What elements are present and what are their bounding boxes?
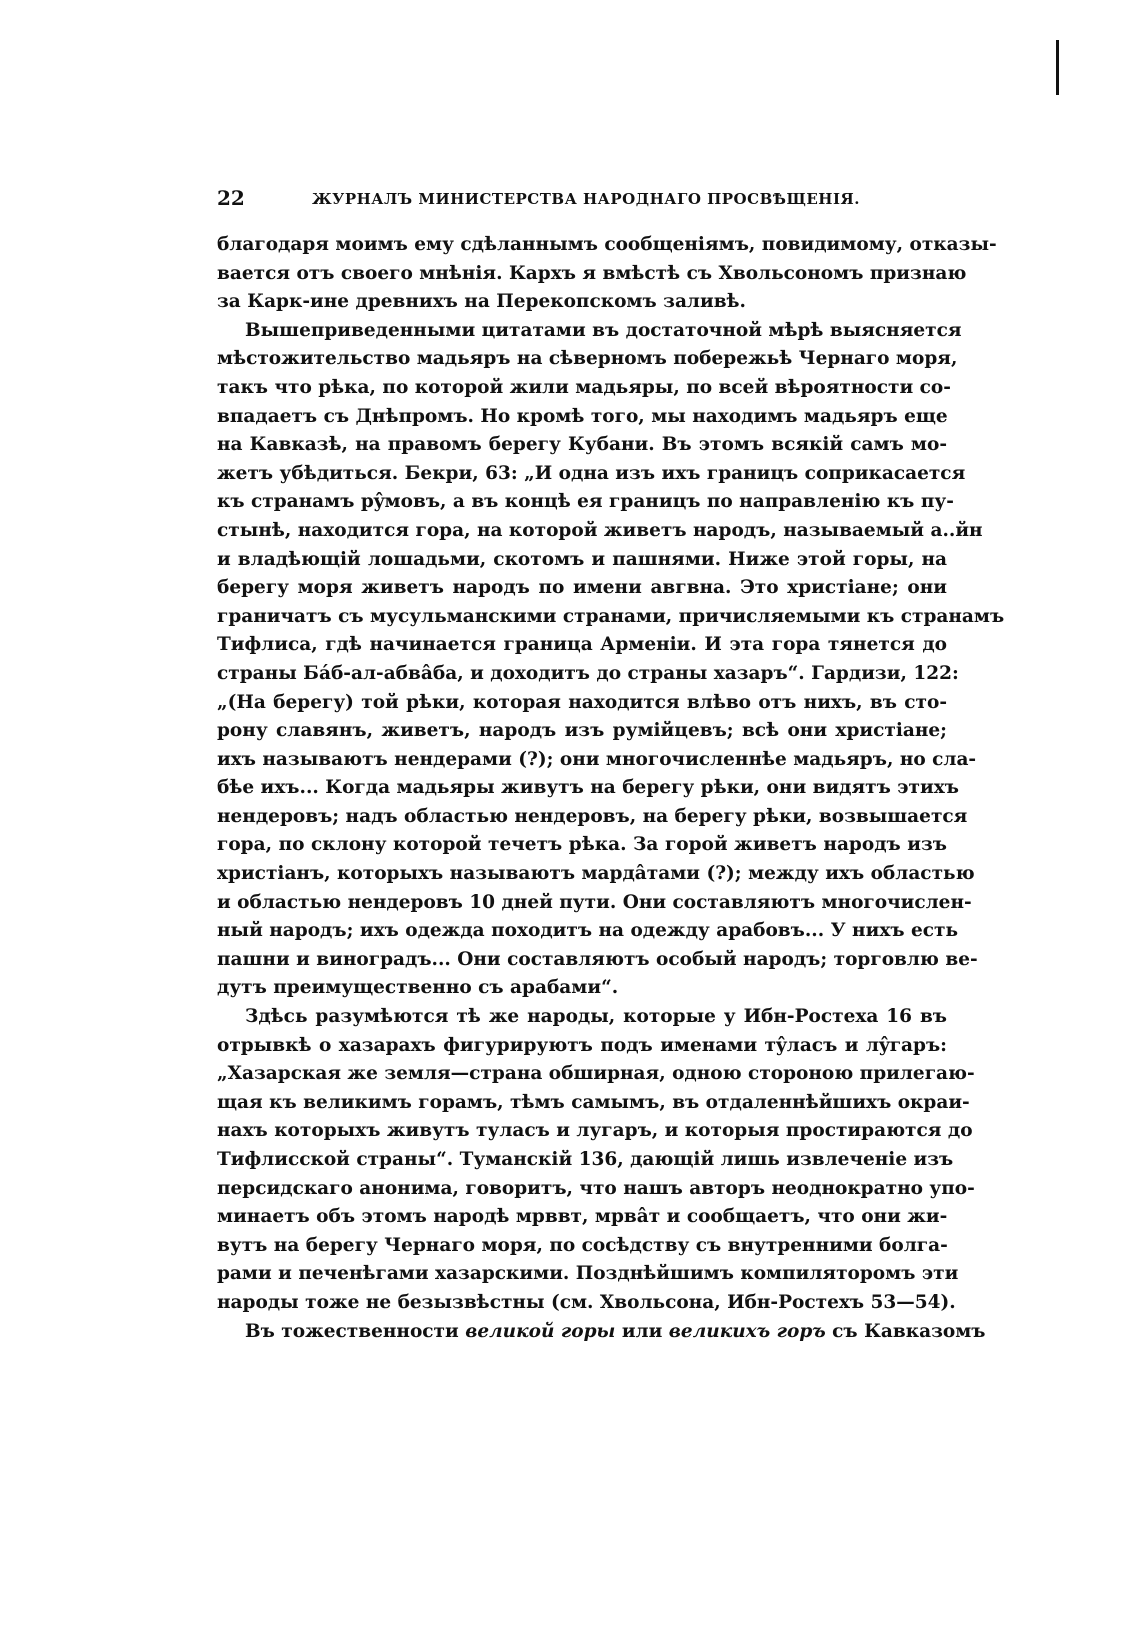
text-line: къ странамъ рŷмовъ, а въ концѣ ея границъ по направленію къ пу- <box>217 491 954 513</box>
page-number: 22 <box>217 186 245 210</box>
text-line: Вышеприведенными цитатами въ достаточной мѣрѣ выясняется <box>245 319 962 341</box>
text-line: Здѣсь разумѣются тѣ же народы, которые у Ибн-Ростеха 16 въ <box>245 1006 947 1028</box>
text-line: граничатъ съ мусульманскими странами, причисляемыми къ странамъ <box>217 605 1005 627</box>
running-title: ЖУРНАЛЪ МИНИСТЕРСТВА НАРОДНАГО ПРОСВѢЩЕНІЯ. <box>312 190 860 208</box>
text-line: минаетъ объ этомъ народѣ мрввт, мрвâт и сообщаетъ, что они жи- <box>217 1206 948 1228</box>
text-line: „Хазарская же земля—страна обширная, одною стороною прилегаю- <box>217 1063 975 1085</box>
text-line: персидскаго анонима, говоритъ, что нашъ авторъ неоднократно упо- <box>217 1177 975 1199</box>
text-line: такъ что рѣка, по которой жили мадьяры, по всей вѣроятности со- <box>217 376 951 398</box>
text-line: вутъ на берегу Чернаго моря, по сосѣдству съ внутренними болга- <box>217 1234 948 1256</box>
text-run: Въ тожественности <box>245 1320 459 1342</box>
text-line: гора, по склону которой течетъ рѣка. За горой живетъ народъ изъ <box>217 834 947 856</box>
text-line: стынѣ, находится гора, на которой живетъ народъ, называемый а..йн <box>217 519 983 541</box>
text-line: вается отъ своего мнѣнія. Кархъ я вмѣстѣ съ Хвольсономъ признаю <box>217 262 967 284</box>
text-line: рами и печенѣгами хазарскими. Позднѣйшимъ компиляторомъ эти <box>217 1263 959 1285</box>
text-line: христіанъ, которыхъ называютъ мардâтами (?); между ихъ областью <box>217 863 975 885</box>
margin-rule <box>1056 40 1059 95</box>
text-line: на Кавказѣ, на правомъ берегу Кубани. Въ этомъ всякій самъ мо- <box>217 434 947 456</box>
text-line: пашни и виноградъ... Они составляютъ особый народъ; торговлю ве- <box>217 948 978 970</box>
text-line: народы тоже не безызвѣстны (см. Хвольсона, Ибн-Ростехъ 53—54). <box>217 1291 956 1313</box>
text-line: „(На берегу) той рѣки, которая находится влѣво отъ нихъ, въ сто- <box>217 691 947 713</box>
text-line: страны Бáб-ал-абвâба, и доходитъ до страны хазаръ“. Гардизи, 122: <box>217 662 959 684</box>
text-line: бѣе ихъ... Когда мадьяры живутъ на берегу рѣки, они видятъ этихъ <box>217 777 959 799</box>
text-line: берегу моря живетъ народъ по имени авгвна. Это христіане; они <box>217 577 947 599</box>
text-line: Тифлисской страны“. Туманскій 136, дающій лишь извлеченіе изъ <box>217 1149 954 1170</box>
text-line <box>217 1318 986 1347</box>
italic-phrase: великой горы <box>465 1320 616 1342</box>
text-line: Тифлиса, гдѣ начинается граница Арменіи. И эта гора тянется до <box>217 634 947 656</box>
text-run: съ Кавказомъ <box>832 1320 986 1342</box>
text-run: или <box>621 1320 663 1342</box>
text-line: и владѣющій лошадьми, скотомъ и пашнями. Ниже этой горы, на <box>217 548 947 570</box>
text-line: нахъ которыхъ живутъ туласъ и лугаръ, и которыя простираются до <box>217 1120 973 1142</box>
text-line: ный народъ; ихъ одежда походитъ на одежду арабовъ... У нихъ есть <box>217 920 959 942</box>
text-line: нендеровъ; надъ областью нендеровъ, на берегу рѣки, возвышается <box>217 805 968 827</box>
text-line: мѣстожительство мадьяръ на сѣверномъ побережьѣ Чернаго моря, <box>217 348 958 370</box>
page-header <box>217 186 947 216</box>
text-line: за Карк-ине древнихъ на Перекопскомъ заливѣ. <box>217 291 746 313</box>
text-line: щая къ великимъ горамъ, тѣмъ самымъ, въ отдаленнѣйшихъ окраи- <box>217 1091 970 1113</box>
italic-phrase: великихъ горъ <box>668 1320 826 1342</box>
text-line: ихъ называютъ нендерами (?); они многочисленнѣе мадьяръ, но сла- <box>217 748 977 770</box>
text-line: и областью нендеровъ 10 дней пути. Они составляютъ многочислен- <box>217 891 972 913</box>
text-line: рону славянъ, живетъ, народъ изъ румійцевъ; всѣ они христіане; <box>217 720 947 742</box>
text-line: жетъ убѣдиться. Бекри, 63: „И одна изъ ихъ границъ соприкасается <box>217 462 966 484</box>
text-line: впадаетъ съ Днѣпромъ. Но кромѣ того, мы находимъ мадьяръ еще <box>217 405 948 427</box>
text-line: отрывкѣ о хазарахъ фигурируютъ подъ именами тŷласъ и лŷгаръ: <box>217 1034 947 1056</box>
text-line: благодаря моимъ ему сдѣланнымъ сообщеніямъ, повидимому, отказы- <box>217 234 997 255</box>
text-line: дутъ преимущественно съ арабами“. <box>217 977 619 999</box>
body-text <box>217 231 1005 1346</box>
